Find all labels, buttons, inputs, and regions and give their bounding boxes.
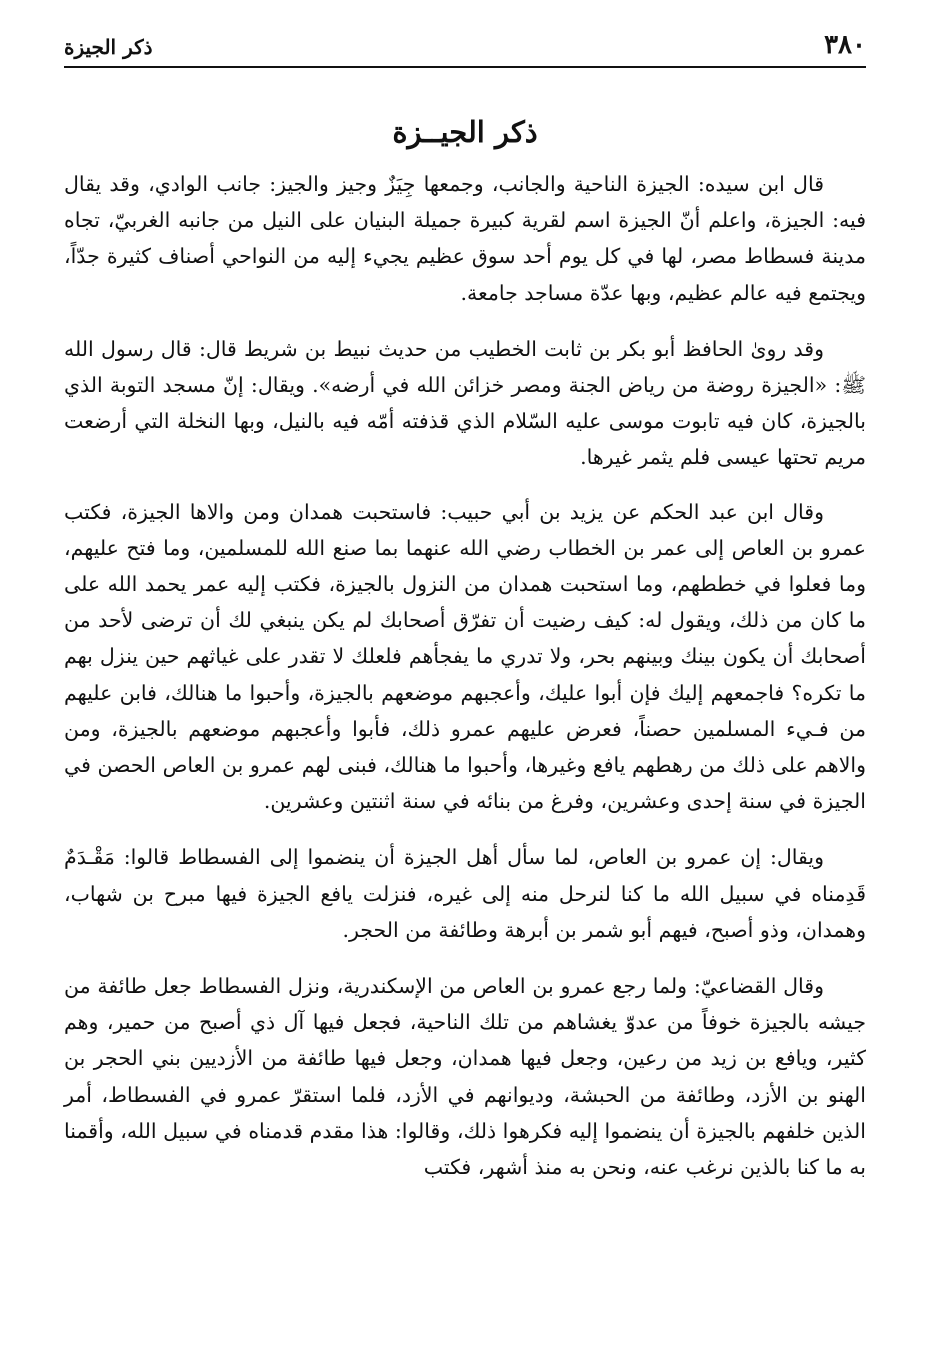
paragraph-5: وقال القضاعيّ: ولما رجع عمرو بن العاص من الإسكندرية، ونزل الفسطاط جعل طائفة من جيشه بالجيزة خوفاً من عدوّ يغشاهم من تلك الناحية، فجعل فيها آل ذي أصبح من حمير، وهم كثير، ويافع بن زيد من رعين، وجعل فيها همدان، وجعل فيها طائفة من الأزديين بني الحجر بن الهنو بن الأزد، وطائفة من الحبشة، وديوانهم في الأزد، فلما استقرّ عمرو في الفسطاط، أمر الذين خلفهم بالجيزة أن ينضموا إليه فكرهوا ذلك، وقالوا: هذا مقدم قدمناه في سبيل الله، وأقمنا به ما كنا بالذين نرغب عنه، ونحن به منذ أشهر، فكتب [64, 974, 866, 1180]
paragraph-1: قال ابن سيده: الجيزة الناحية والجانب، وجمعها جِيَزٌ وجيز والجيز: جانب الوادي، وقد يقال فيه: الجيزة، واعلم أنّ الجيزة اسم لقرية كبيرة جميلة البنيان على النيل من جانبه الغربيّ، تجاه مدينة فسطاط مصر، لها في كل يوم أحد سوق عظيم يجيء إليه من النواحي أصناف كثيرة جدّاً، ويجتمع فيه عالم عظيم، وبها عدّة مساجد جامعة. [64, 172, 866, 305]
page-number: ٣٨٠ [824, 30, 866, 60]
chapter-title: ذكر الجيــزة [392, 115, 538, 149]
running-header [64, 28, 866, 68]
paragraph-4: ويقال: إن عمرو بن العاص، لما سأل أهل الجيزة أن ينضموا إلى الفسطاط قالوا: مَقْـدَمٌ قَدِمناه في سبيل الله ما كنا لنرحل منه إلى غيره، فنزلت يافع الجيزة فيها مبرح بن شهاب، وهمدان، وذو أصبح، فيهم أبو شمر بن أبرهة وطائفة من الحجر. [64, 845, 866, 942]
paragraph-3: وقال ابن عبد الحكم عن يزيد بن أبي حبيب: فاستحبت همدان ومن والاها الجيزة، فكتب عمرو بن العاص إلى عمر بن الخطاب رضي الله عنهما بما صنع الله للمسلمين، وما فتح عليهم، وما فعلوا في خططهم، وما استحبت همدان من النزول بالجيزة، فكتب إليه عمر يحمد الله على ما كان من ذلك، ويقول له: كيف رضيت أن تفرّق أصحابك لم يكن ينبغي لك أن ترضى لأحد من أصحابك أن يكون بينك وبينهم بحر، ولا تدري ما يفجأهم فلعلك لا تقدر على غياثهم حين ينزل بهم ما تكره؟ فاجمعهم إليك فإن أبوا عليك، وأعجبهم موضعهم بالجيزة، وأحبوا ما هنالك، فابن عليهم من فـيء المسلمين حصناً، فعرض عليهم عمرو ذلك، فأبوا وأعجبهم موضعهم بالجيزة، ومن والاهم على ذلك من رهطهم يافع وغيرها، وأحبوا ما هنالك، فبنى لهم عمرو بن العاص الحصن في الجيزة في سنة إحدى وعشرين، وفرغ من بنائه في سنة اثنتين وعشرين. [64, 499, 866, 814]
book-page [64, 28, 866, 1348]
paragraph-2: وقد روىٰ الحافظ أبو بكر بن ثابت الخطيب من حديث نبيط بن شريط قال: قال رسول الله ﷺ: «الجيزة روضة من رياض الجنة ومصر خزائن الله في أرضه». ويقال: إنّ مسجد التوبة الذي بالجيزة، كان فيه تابوت موسى عليه السّلام الذي قذفته أمّه فيه بالنيل، وبها النخلة التي أرضعت مريم تحتها عيسى فلم يثمر غيرها. [64, 336, 866, 470]
running-header-title: ذكر الجيزة [64, 35, 153, 59]
